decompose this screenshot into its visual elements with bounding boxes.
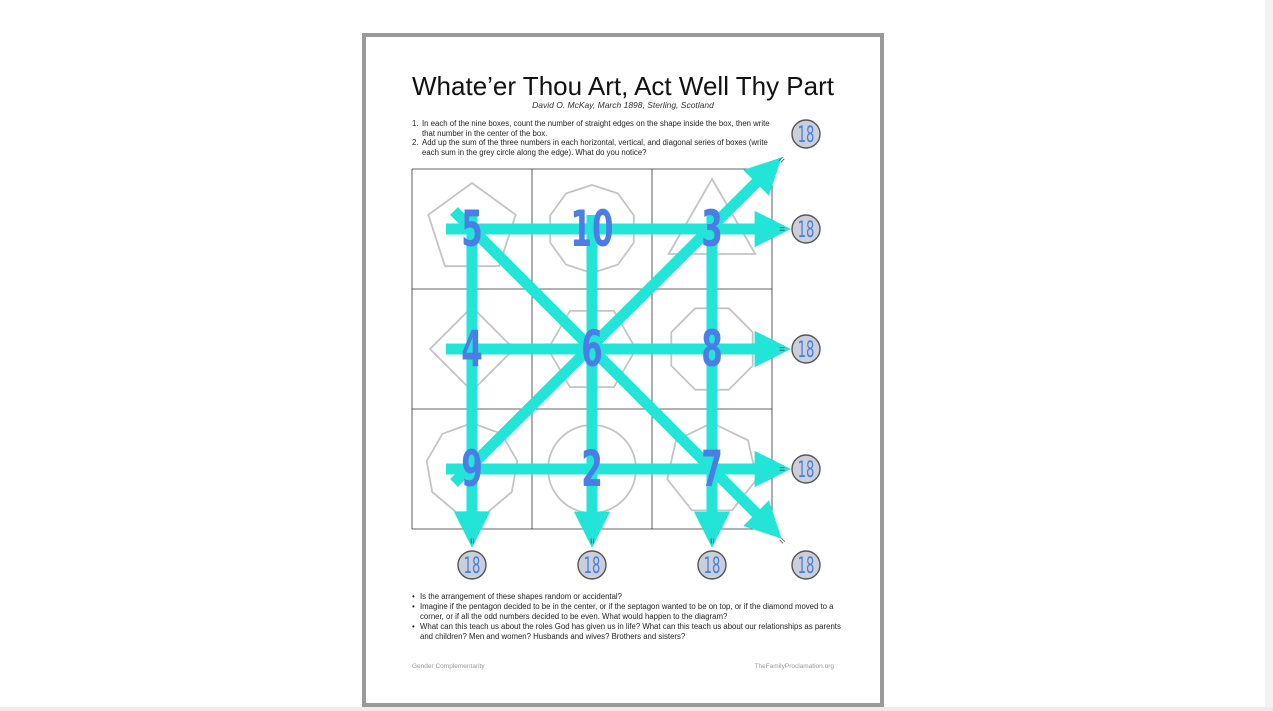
- box-number: 3: [701, 199, 723, 259]
- box-number: 5: [461, 199, 483, 259]
- equals-sign: =: [776, 154, 789, 167]
- equals-sign: =: [779, 464, 785, 476]
- sum-value: 18: [583, 553, 601, 580]
- box-number: 4: [461, 319, 483, 379]
- page-subtitle: David O. McKay, March 1898, Sterling, Scotland: [532, 100, 714, 110]
- questions-list: [412, 592, 842, 642]
- question-item: • Is the arrangement of these shapes random or accidental?: [412, 592, 842, 602]
- worksheet: [366, 37, 880, 703]
- footer-left: Gender Complementarity: [412, 663, 485, 670]
- equals-sign: =: [775, 535, 788, 548]
- page-scrollbar[interactable]: [1265, 0, 1273, 711]
- box-number: 7: [701, 439, 723, 499]
- box-number: 2: [581, 439, 603, 499]
- box-number: 10: [570, 199, 614, 259]
- equals-sign: =: [706, 538, 717, 544]
- equals-sign: =: [466, 538, 477, 544]
- instruction-number: 1.: [412, 119, 419, 128]
- sum-value: 18: [797, 553, 815, 580]
- question-item: • Imagine if the pentagon decided to be in the center, or if the septagon wanted to be on top, or if the diamond moved to a corner, or if all the odd numbers decided to be even. What would happen to the diagram?: [412, 602, 842, 622]
- box-number: 6: [581, 319, 603, 379]
- equals-sign: =: [779, 344, 785, 356]
- sum-value: 18: [797, 217, 815, 244]
- footer-right: TheFamilyProclamation.org: [754, 663, 834, 670]
- box-number: 9: [461, 439, 483, 499]
- box-number: 8: [701, 319, 723, 379]
- path-arrow: [454, 165, 774, 483]
- question-item: • What can this teach us about the roles God has given us in life? What can this teach us about our relationships as parents and children? Men and women? Husbands and wives? Brothers and sisters?: [412, 622, 842, 642]
- sum-value: 18: [463, 553, 481, 580]
- equals-sign: =: [586, 538, 597, 544]
- path-arrow: [454, 211, 774, 531]
- sum-value: 18: [797, 122, 815, 149]
- instruction-number: 2.: [412, 138, 419, 148]
- instruction-text: In each of the nine boxes, count the number of straight edges on the shape inside the box, then write that number in the center of the box.: [422, 119, 770, 138]
- equals-sign: =: [779, 224, 785, 236]
- sum-value: 18: [703, 553, 721, 580]
- bottom-edge: [0, 707, 1273, 711]
- sum-value: 18: [797, 457, 815, 484]
- page-title: Whate’er Thou Art, Act Well Thy Part: [412, 71, 834, 101]
- sum-value: 18: [797, 337, 815, 364]
- instruction-text: Add up the sum of the three numbers in each horizontal, vertical, and diagonal series of boxes (write each sum in the grey circle along the edge). What do you notice?: [422, 138, 768, 157]
- document-page: [362, 33, 884, 707]
